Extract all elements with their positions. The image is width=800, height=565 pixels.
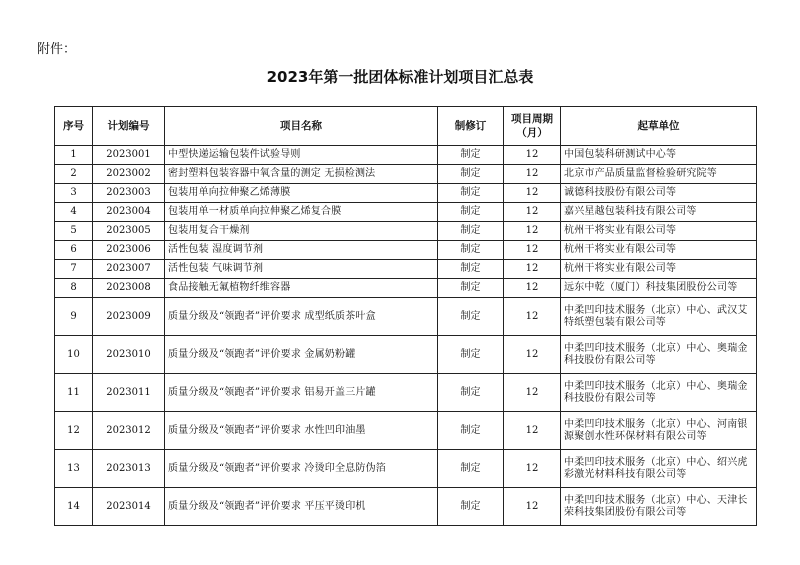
table-row xyxy=(55,412,757,450)
cell-project-name: 质量分级及“领跑者”评价要求 平压平烫印机 xyxy=(165,488,438,526)
table-row xyxy=(55,279,757,298)
cell-seq: 10 xyxy=(55,336,93,374)
cell-period: 12 xyxy=(504,241,561,260)
cell-seq: 2 xyxy=(55,165,93,184)
cell-plan-no: 2023006 xyxy=(93,241,165,260)
table-row xyxy=(55,374,757,412)
cell-period: 12 xyxy=(504,412,561,450)
cell-seq: 13 xyxy=(55,450,93,488)
cell-revise: 制定 xyxy=(438,241,504,260)
cell-revise: 制定 xyxy=(438,165,504,184)
cell-drafting-org: 嘉兴星越包装科技有限公司等 xyxy=(561,203,757,222)
cell-seq: 12 xyxy=(55,412,93,450)
table-row xyxy=(55,165,757,184)
cell-period: 12 xyxy=(504,450,561,488)
cell-plan-no: 2023013 xyxy=(93,450,165,488)
table-row xyxy=(55,146,757,165)
table-row xyxy=(55,298,757,336)
cell-seq: 8 xyxy=(55,279,93,298)
cell-project-name: 质量分级及“领跑者”评价要求 冷烫印全息防伪箔 xyxy=(165,450,438,488)
cell-seq: 6 xyxy=(55,241,93,260)
cell-plan-no: 2023009 xyxy=(93,298,165,336)
table-header-row xyxy=(55,107,757,146)
cell-project-name: 活性包装 气味调节剂 xyxy=(165,260,438,279)
cell-plan-no: 2023008 xyxy=(93,279,165,298)
document-title: 2023年第一批团体标准计划项目汇总表 xyxy=(266,68,534,86)
cell-seq: 11 xyxy=(55,374,93,412)
header-revise: 制修订 xyxy=(438,107,504,146)
cell-project-name: 包装用单一材质单向拉伸聚乙烯复合膜 xyxy=(165,203,438,222)
cell-revise: 制定 xyxy=(438,146,504,165)
cell-revise: 制定 xyxy=(438,203,504,222)
table-row xyxy=(55,488,757,526)
cell-revise: 制定 xyxy=(438,336,504,374)
cell-project-name: 质量分级及“领跑者”评价要求 金属奶粉罐 xyxy=(165,336,438,374)
header-drafting-org: 起草单位 xyxy=(561,107,757,146)
header-project-name: 项目名称 xyxy=(165,107,438,146)
cell-plan-no: 2023012 xyxy=(93,412,165,450)
table-row xyxy=(55,241,757,260)
cell-plan-no: 2023010 xyxy=(93,336,165,374)
cell-project-name: 质量分级及“领跑者”评价要求 铝易开盖三片罐 xyxy=(165,374,438,412)
cell-seq: 3 xyxy=(55,184,93,203)
cell-drafting-org: 中柔凹印技术服务（北京）中心、绍兴虎彩激光材料科技有限公司等 xyxy=(561,450,757,488)
cell-revise: 制定 xyxy=(438,260,504,279)
table-row xyxy=(55,203,757,222)
cell-plan-no: 2023011 xyxy=(93,374,165,412)
cell-project-name: 活性包装 湿度调节剂 xyxy=(165,241,438,260)
cell-plan-no: 2023007 xyxy=(93,260,165,279)
cell-period: 12 xyxy=(504,488,561,526)
cell-seq: 4 xyxy=(55,203,93,222)
cell-drafting-org: 杭州干将实业有限公司等 xyxy=(561,222,757,241)
cell-plan-no: 2023004 xyxy=(93,203,165,222)
cell-revise: 制定 xyxy=(438,279,504,298)
table-row xyxy=(55,222,757,241)
cell-drafting-org: 杭州干将实业有限公司等 xyxy=(561,260,757,279)
cell-revise: 制定 xyxy=(438,412,504,450)
cell-project-name: 质量分级及“领跑者”评价要求 水性凹印油墨 xyxy=(165,412,438,450)
cell-revise: 制定 xyxy=(438,222,504,241)
cell-project-name: 包装用单向拉伸聚乙烯薄膜 xyxy=(165,184,438,203)
cell-drafting-org: 中柔凹印技术服务（北京）中心、河南银源聚创水性环保材料有限公司等 xyxy=(561,412,757,450)
cell-project-name: 食品接触无氟植物纤维容器 xyxy=(165,279,438,298)
cell-period: 12 xyxy=(504,146,561,165)
cell-revise: 制定 xyxy=(438,488,504,526)
cell-period: 12 xyxy=(504,298,561,336)
header-period xyxy=(504,107,561,146)
cell-period: 12 xyxy=(504,279,561,298)
cell-drafting-org: 诚德科技股份有限公司等 xyxy=(561,184,757,203)
cell-project-name: 密封塑料包装容器中氧含量的测定 无损检测法 xyxy=(165,165,438,184)
cell-drafting-org: 中柔凹印技术服务（北京）中心、奥瑞金科技股份有限公司等 xyxy=(561,374,757,412)
attachment-label: 附件： xyxy=(37,42,77,57)
cell-seq: 14 xyxy=(55,488,93,526)
plan-table xyxy=(54,106,757,526)
cell-drafting-org: 远东中乾（厦门）科技集团股份公司等 xyxy=(561,279,757,298)
cell-drafting-org: 中柔凹印技术服务（北京）中心、武汉艾特纸塑包装有限公司等 xyxy=(561,298,757,336)
cell-plan-no: 2023014 xyxy=(93,488,165,526)
cell-seq: 5 xyxy=(55,222,93,241)
cell-revise: 制定 xyxy=(438,450,504,488)
cell-period: 12 xyxy=(504,336,561,374)
cell-period: 12 xyxy=(504,165,561,184)
cell-seq: 1 xyxy=(55,146,93,165)
cell-plan-no: 2023002 xyxy=(93,165,165,184)
cell-period: 12 xyxy=(504,184,561,203)
header-period-line1: 项目周期 xyxy=(511,113,553,125)
table-row xyxy=(55,450,757,488)
header-plan-no: 计划编号 xyxy=(93,107,165,146)
cell-period: 12 xyxy=(504,203,561,222)
cell-project-name: 包装用复合干燥剂 xyxy=(165,222,438,241)
cell-revise: 制定 xyxy=(438,298,504,336)
cell-revise: 制定 xyxy=(438,374,504,412)
cell-project-name: 中型快递运输包装件试验导则 xyxy=(165,146,438,165)
cell-drafting-org: 北京市产品质量监督检验研究院等 xyxy=(561,165,757,184)
header-period-line2: （月） xyxy=(516,127,548,139)
cell-period: 12 xyxy=(504,260,561,279)
cell-drafting-org: 中柔凹印技术服务（北京）中心、奥瑞金科技股份有限公司等 xyxy=(561,336,757,374)
cell-project-name: 质量分级及“领跑者”评价要求 成型纸质茶叶盒 xyxy=(165,298,438,336)
cell-revise: 制定 xyxy=(438,184,504,203)
cell-drafting-org: 杭州干将实业有限公司等 xyxy=(561,241,757,260)
cell-seq: 9 xyxy=(55,298,93,336)
cell-drafting-org: 中柔凹印技术服务（北京）中心、天津长荣科技集团股份有限公司等 xyxy=(561,488,757,526)
header-seq: 序号 xyxy=(55,107,93,146)
cell-period: 12 xyxy=(504,374,561,412)
table-row xyxy=(55,184,757,203)
table-row xyxy=(55,336,757,374)
cell-plan-no: 2023005 xyxy=(93,222,165,241)
table-row xyxy=(55,260,757,279)
cell-period: 12 xyxy=(504,222,561,241)
cell-seq: 7 xyxy=(55,260,93,279)
cell-plan-no: 2023003 xyxy=(93,184,165,203)
cell-plan-no: 2023001 xyxy=(93,146,165,165)
cell-drafting-org: 中国包装科研测试中心等 xyxy=(561,146,757,165)
